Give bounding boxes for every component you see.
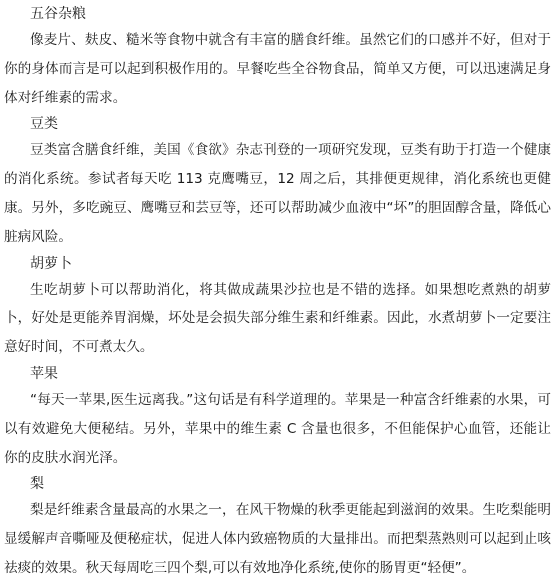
section-pear [4, 472, 551, 582]
section-heading: 五谷杂粮 [30, 6, 86, 22]
section-paragraph: 梨是纤维素含量最高的水果之一，在风干物燥的秋季更能起到滋润的效果。生吃梨能明显缓解声音嘶哑及便秘症状，促进人体内致癌物质的大量排出。而把梨蒸熟则可以起到止咳祛痰的效果。秋天每周吃三四个梨,可以有效地净化系统,使你的肠胃更“轻便”。 [4, 502, 551, 576]
section-heading: 梨 [30, 476, 44, 493]
section-paragraph: “每天一苹果,医生远离我。”这句话是有科学道理的。苹果是一种富含纤维素的水果，可以有效避免大便秘结。另外，苹果中的维生素 C 含量也很多，不但能保护心血管，还能让你的皮肤水润光泽。 [4, 391, 551, 466]
section-beans [4, 112, 551, 251]
section-paragraph: 像麦片、麸皮、糙米等食物中就含有丰富的膳食纤维。虽然它们的口感并不好，但对于你的身体而言是可以起到积极作用的。早餐吃些全谷物食品，简单又方便，可以迅速满足身体对纤维素的需求。 [4, 32, 551, 106]
section-carrot [4, 252, 551, 362]
section-apple [4, 362, 551, 472]
section-heading: 苹果 [30, 365, 58, 382]
section-paragraph: 生吃胡萝卜可以帮助消化，将其做成蔬果沙拉也是不错的选择。如果想吃煮熟的胡萝卜，好处是更能养胃润燥，坏处是会损失部分维生素和纤维素。因此，水煮胡萝卜一定要注意好时间，不可煮太久。 [4, 281, 551, 356]
section-paragraph: 豆类富含膳食纤维，美国《食欲》杂志刊登的一项研究发现，豆类有助于打造一个健康的消化系统。参试者每天吃 113 克鹰嘴豆，12 周之后，其排便更规律，消化系统也更健康。另外，多吃豌豆、鹰嘴豆和芸豆等，还可以帮助减少血液中“坏”的胆固醇含量，降低心脏病风险。 [4, 142, 551, 245]
section-heading: 胡萝卜 [30, 255, 72, 272]
section-grains [4, 2, 551, 112]
section-heading: 豆类 [30, 116, 58, 133]
